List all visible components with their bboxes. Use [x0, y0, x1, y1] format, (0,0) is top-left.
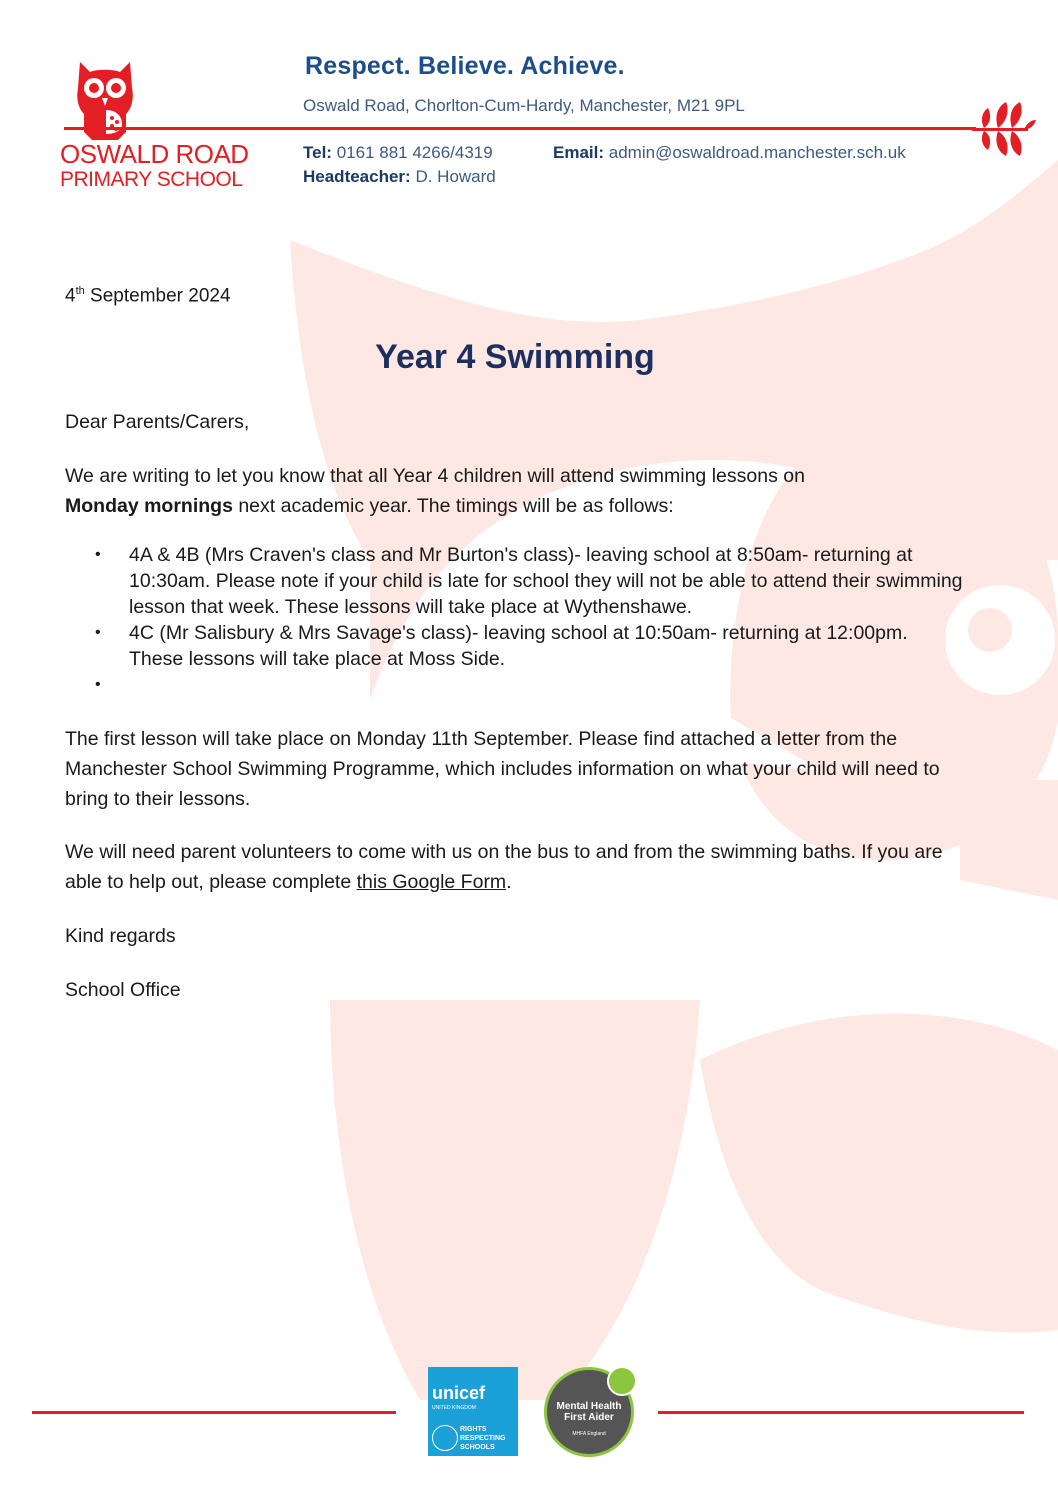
- school-name-line2: PRIMARY SCHOOL: [60, 168, 243, 191]
- school-name: [60, 140, 249, 192]
- mhfa-leaf-icon: [607, 1366, 637, 1396]
- mental-health-first-aider-badge: [544, 1367, 634, 1457]
- letter-title: Year 4 Swimming: [375, 338, 655, 376]
- unicef-badge-text: RIGHTS RESPECTING SCHOOLS: [460, 1426, 506, 1451]
- list-item-empty: [65, 672, 965, 698]
- intro-text-end: next academic year. The timings will be as follows:: [232, 495, 674, 517]
- google-form-link[interactable]: this Google Form: [356, 871, 507, 893]
- school-motto: Respect. Believe. Achieve.: [305, 52, 625, 80]
- volunteer-text-end: .: [506, 871, 512, 893]
- date-month-year: September 2024: [84, 285, 231, 307]
- mhfa-sub: MHFA England: [572, 1431, 606, 1437]
- intro-bold: Monday mornings: [65, 495, 233, 517]
- date-suffix: th: [75, 285, 85, 297]
- laurel-leaf-icon: [968, 100, 1036, 158]
- headteacher-name: D. Howard: [415, 167, 496, 186]
- first-lesson-paragraph: The first lesson will take place on Monday 11th September. Please find attached a letter from the Manchester School Swimming Programme, which includes information on what your child will need to bring to their lessons.: [65, 728, 940, 810]
- email-label: Email:: [553, 143, 605, 162]
- email-address: admin@oswaldroad.manchester.sch.uk: [608, 143, 906, 162]
- telephone-number: 0161 881 4266/4319: [336, 143, 493, 162]
- globe-icon: [432, 1425, 458, 1451]
- volunteer-text: We will need parent volunteers to come with us on the bus to and from the swimming baths. If you are able to help out, please complete: [65, 841, 943, 893]
- intro-text: We are writing to let you know that all Year 4 children will attend swimming lessons on: [65, 465, 805, 487]
- date-day: 4: [65, 285, 76, 307]
- signoff: Kind regards: [65, 925, 176, 947]
- intro-paragraph: [65, 461, 865, 521]
- email: [553, 143, 906, 163]
- salutation: Dear Parents/Carers,: [65, 411, 250, 433]
- list-item: • 4C (Mr Salisbury & Mrs Savage's class)- leaving school at 10:50am- returning at 12:00pm. These lessons will take place at Moss Side.: [65, 620, 965, 672]
- timings-list: [65, 542, 965, 698]
- school-logo: [60, 58, 260, 193]
- mhfa-title: Mental Health First Aider: [556, 1401, 622, 1423]
- telephone-label: Tel:: [303, 143, 332, 162]
- headteacher-label: Headteacher:: [303, 167, 411, 186]
- signature: School Office: [65, 979, 181, 1001]
- unicef-sub: UNITED KINGDOM: [432, 1405, 476, 1411]
- unicef-name: unicef: [432, 1383, 486, 1403]
- unicef-rights-respecting-badge: [428, 1367, 518, 1456]
- letter-date: [65, 285, 231, 307]
- footer-divider-right: [658, 1411, 1024, 1414]
- list-item: • 4A & 4B (Mrs Craven's class and Mr Burton's class)- leaving school at 8:50am- returning at 10:30am. Please note if your child is late for school they will not be able to attend their swimming lesson that week. These lessons will take place at Wythenshawe.: [65, 542, 965, 620]
- school-name-line1: OSWALD ROAD: [60, 139, 249, 169]
- school-address: Oswald Road, Chorlton-Cum-Hardy, Manchester, M21 9PL: [303, 96, 745, 115]
- telephone: [303, 143, 493, 163]
- volunteer-paragraph: [65, 837, 955, 897]
- headteacher: [303, 167, 496, 187]
- header-divider: [64, 127, 976, 130]
- footer-divider-left: [32, 1411, 396, 1414]
